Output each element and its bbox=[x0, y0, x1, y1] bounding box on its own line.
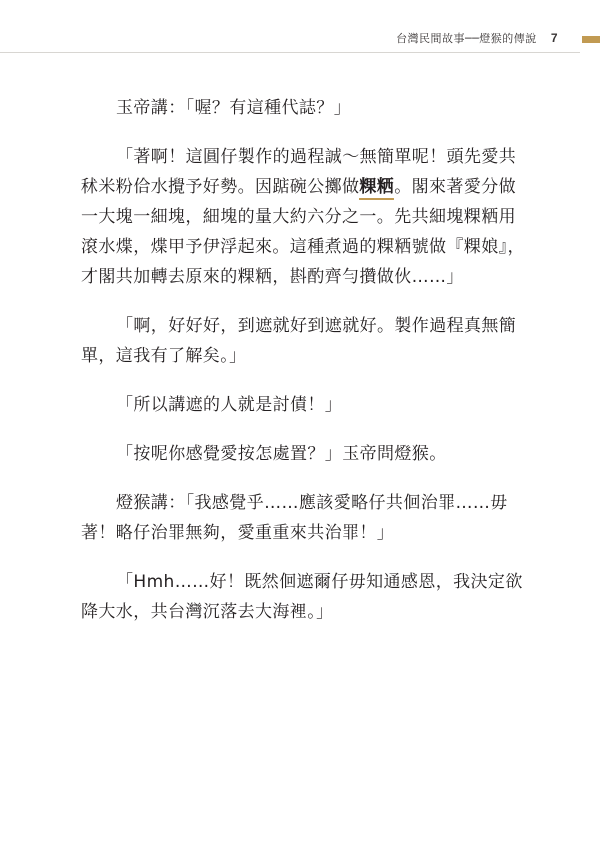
paragraph bbox=[81, 390, 541, 420]
text-line: 「啊，好好好，到遮就好到遮就好。製作過程真無簡 bbox=[116, 316, 517, 336]
paragraph bbox=[81, 488, 541, 548]
paragraph bbox=[81, 142, 541, 292]
glossary-term: 粿粞 bbox=[359, 177, 394, 200]
text-line bbox=[81, 172, 541, 202]
text-line: 燈猴講：「我感覺乎……應該愛略仔共佪治罪……毋 bbox=[116, 493, 508, 513]
text-line: 著！略仔治罪無夠，愛重重來共治罪！」 bbox=[81, 523, 395, 543]
text-line: 「Hmh……好！既然佪遮爾仔毋知通感恩，我決定欲 bbox=[116, 572, 523, 592]
header-divider bbox=[0, 52, 580, 53]
text-line-segment: 秫米粉佮水攪予好勢。因踮碗公擲做 bbox=[81, 177, 360, 197]
chapter-tab-marker bbox=[582, 36, 600, 43]
text-line: 「所以講遮的人就是討債！」 bbox=[116, 395, 343, 415]
running-header bbox=[396, 30, 558, 46]
paragraph bbox=[81, 311, 541, 371]
text-line: 「著啊！這圓仔製作的過程誠～無簡單呢！頭先愛共 bbox=[116, 147, 517, 167]
text-line: 才閣共加轉去原來的粿粞，斟酌齊勻攢做伙……」 bbox=[81, 267, 464, 287]
paragraph bbox=[81, 567, 541, 627]
text-line: 「按呢你感覺愛按怎處置？」玉帝問燈猴。 bbox=[116, 444, 447, 464]
page-number: 7 bbox=[550, 31, 558, 45]
text-line: 一大塊一細塊，細塊的量大約六分之一。先共細塊粿粞用 bbox=[81, 207, 516, 227]
text-line: 降大水，共台灣沉落去大海裡。」 bbox=[81, 602, 334, 622]
text-line: 滾水煠，煠甲予伊浮起來。這種煮過的粿粞號做『粿娘』， bbox=[81, 237, 525, 257]
text-line-segment: 。閣來著愛分做 bbox=[394, 177, 517, 197]
paragraph bbox=[81, 93, 541, 123]
text-line: 單，這我有了解矣。」 bbox=[81, 346, 247, 366]
running-title: 台灣民間故事──燈猴的傳說 bbox=[396, 32, 537, 45]
body-text bbox=[81, 93, 541, 646]
paragraph bbox=[81, 439, 541, 469]
text-line: 玉帝講：「喔？有這種代誌？」 bbox=[116, 98, 352, 118]
